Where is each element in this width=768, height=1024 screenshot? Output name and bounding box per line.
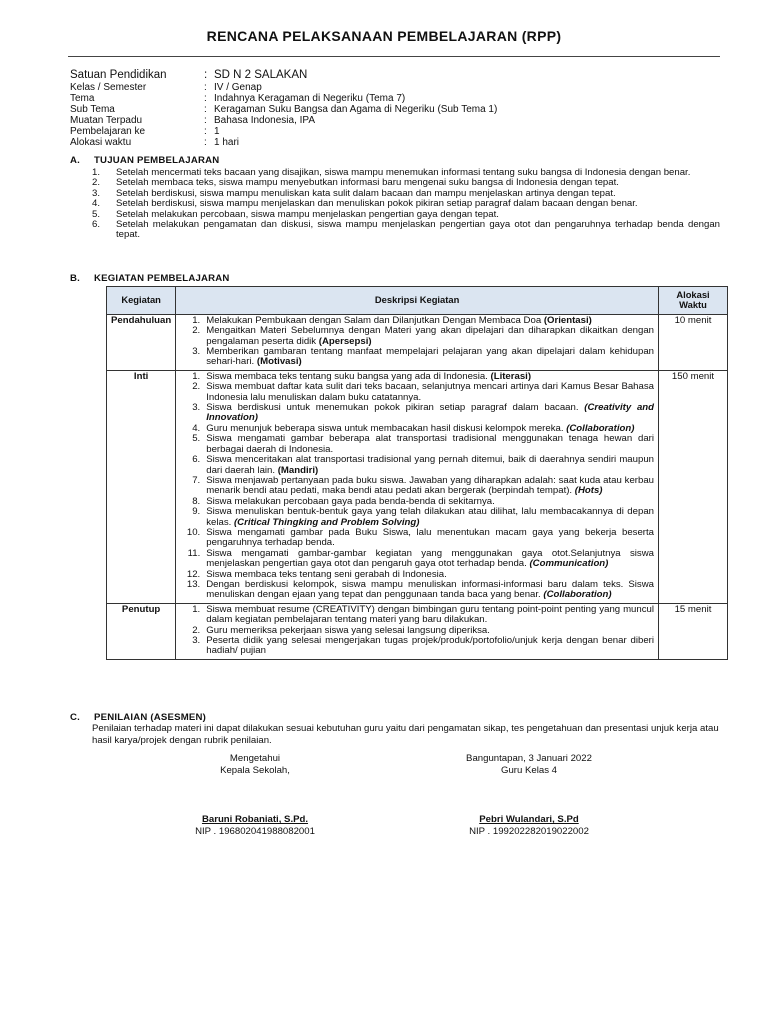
header-deskripsi: Deskripsi Kegiatan <box>176 287 659 315</box>
section-b-heading <box>70 273 230 284</box>
identity-row <box>70 82 497 93</box>
activity-text: Siswa membaca teks tentang seni gerabah di Indonesia. <box>206 568 447 580</box>
activity-text: Memberikan gambaran tentang manfaat mempelajari pelajaran yang akan dipelajari dalam kehidupan sehari-hari. <box>206 346 654 368</box>
activity-text: Mengaitkan Materi Sebelumnya dengan Materi yang akan dipelajari dan diharapkan dikaitkan dengan pengalaman peserta didik <box>206 325 654 347</box>
table-row <box>107 314 728 370</box>
identity-key: Tema <box>70 93 95 104</box>
section-c-heading <box>70 712 206 723</box>
alokasi-cell: 15 menit <box>659 603 728 659</box>
activity-number: 1. <box>192 314 201 326</box>
activity-text-wrap <box>206 636 654 657</box>
activity-text: Guru memeriksa pekerjaan siswa yang selesai langsung diperiksa. <box>206 624 490 636</box>
activity-text-wrap <box>206 326 654 347</box>
activity-item <box>180 549 654 570</box>
activity-number: 10. <box>186 526 201 538</box>
item-text: Setelah melakukan percobaan, siswa mampu menjelaskan pengertian gaya dengan tepat. <box>116 208 499 220</box>
identity-row <box>70 126 497 137</box>
activity-text-wrap <box>206 580 654 601</box>
activity-tag: (Critical Thingking and Problem Solving) <box>233 516 420 528</box>
activity-tag: (Mandiri) <box>277 464 319 476</box>
item-text: Setelah melakukan pengamatan dan diskusi, siswa mampu menjelaskan pengertian gaya otot dan pengaruhnya terhadap benda dengan tepat. <box>116 219 720 241</box>
signature-line2: Kepala Sekolah, <box>220 764 290 776</box>
identity-colon: : <box>204 82 207 93</box>
activity-number: 8. <box>192 495 201 507</box>
activity-item <box>180 403 654 424</box>
item-text: Setelah mencermati teks bacaan yang disajikan, siswa mampu menemukan informasi tentang suku bangsa di Indonesia dengan benar. <box>116 167 691 178</box>
activity-tag: (Apersepsi) <box>318 335 372 347</box>
title-divider <box>68 56 720 57</box>
activity-number: 4. <box>192 422 201 434</box>
table-header-row <box>107 287 728 315</box>
activity-text: Siswa membaca teks tentang suku bangsa yang ada di Indonesia. <box>206 370 488 382</box>
activity-number: 3. <box>192 346 201 358</box>
table-row <box>107 603 728 659</box>
item-number: 4. <box>92 198 101 210</box>
identity-row <box>70 93 497 104</box>
activity-item <box>180 326 654 347</box>
item-number: 5. <box>92 208 101 220</box>
activity-number: 3. <box>192 402 201 414</box>
activity-item <box>180 636 654 657</box>
activity-text-wrap <box>206 507 654 528</box>
activity-text: Guru menunjuk beberapa siswa untuk membacakan hasil diskusi kelompok mereka. <box>206 422 564 434</box>
activity-text: Siswa mengamati gambar pada Buku Siswa, lalu menentukan macam gaya yang bekerja beserta pengaruhnya terhadap benda. <box>206 526 654 549</box>
activity-text-wrap <box>206 476 654 497</box>
activity-number: 5. <box>192 433 201 445</box>
activity-tag: (Collaboration) <box>566 422 635 434</box>
identity-key: Satuan Pendidikan <box>70 69 167 81</box>
alokasi-cell: 10 menit <box>659 314 728 370</box>
item-number: 1. <box>92 167 101 178</box>
identity-row <box>70 137 497 148</box>
activity-text: Siswa menceritakan alat transportasi tradisional yang pernah ditemui, baik di daerahnya sendiri maupun dari daerah lain. <box>206 454 654 476</box>
header-alokasi: Alokasi Waktu <box>659 287 728 315</box>
signer-nip: NIP . 199202282019022002 <box>469 825 589 837</box>
identity-colon: : <box>204 104 207 115</box>
alokasi-cell: 150 menit <box>659 370 728 603</box>
identity-key: Muatan Terpadu <box>70 115 143 126</box>
activity-item <box>180 580 654 601</box>
signer-name: Pebri Wulandari, S.Pd <box>479 814 579 825</box>
identity-colon: : <box>204 126 207 137</box>
activity-tag: (Hots) <box>574 485 603 497</box>
section-a-heading <box>70 155 219 166</box>
signature-left <box>185 753 325 837</box>
activity-number: 2. <box>192 624 201 636</box>
identity-value: Bahasa Indonesia, IPA <box>214 115 315 126</box>
activity-text: Siswa menuliskan bentuk-bentuk gaya yang telah dilakukan atau dilihat, lalu membacakannya di depan kelas. <box>206 506 654 528</box>
activity-text-wrap <box>206 528 654 549</box>
activity-number: 1. <box>192 370 201 382</box>
activity-text: Siswa mengamati gambar beberapa alat transportasi tradisional menggunakan tenaga hewan dari berbagai daerah di Indonesia. <box>206 433 654 455</box>
activity-tag: (Collaboration) <box>543 589 612 601</box>
activity-text: Siswa berdiskusi untuk menemukan pokok pikiran setiap paragraf dalam bacaan. <box>206 402 579 414</box>
document-title: RENCANA PELAKSANAAN PEMBELAJARAN (RPP) <box>206 28 562 44</box>
activity-text: Peserta didik yang selesai mengerjakan tugas projek/produk/portofolio/unjuk kerja dengan benar diberi hadiah/ pujian <box>206 635 654 657</box>
identity-key: Pembelajaran ke <box>70 126 146 137</box>
signature-line1: Mengetahui <box>229 753 281 764</box>
penilaian-text: Penilaian terhadap materi ini dapat dilakukan sesuai kebutuhan guru yaitu dari pengamatan sikap, tes pengetahuan dan presentasi unjuk kerja atau hasil karya/projek dengan rubrik penilaian. <box>92 723 719 746</box>
identity-block <box>70 69 497 148</box>
activity-tag: (Communication) <box>529 558 609 570</box>
section-title: TUJUAN PEMBELAJARAN <box>94 155 220 166</box>
identity-colon: : <box>204 69 208 81</box>
activity-item <box>180 382 654 403</box>
activity-text: Siswa membuat daftar kata sulit dari teks bacaan, selanjutnya mencari artinya dari Kamus Besar Bahasa Indonesia lalu menuliskan dalam buku catatannya. <box>206 381 654 403</box>
activity-item <box>180 605 654 626</box>
identity-value: 1 hari <box>214 137 240 148</box>
activity-item <box>180 434 654 455</box>
signature-line1: Banguntapan, 3 Januari 2022 <box>466 753 592 764</box>
identity-value: 1 <box>214 126 220 137</box>
table-row <box>107 370 728 603</box>
identity-row <box>70 104 497 115</box>
activity-number: 2. <box>192 325 201 337</box>
activity-item <box>180 507 654 528</box>
identity-key: Kelas / Semester <box>70 82 147 93</box>
activity-text-wrap <box>206 382 654 403</box>
activity-number: 7. <box>192 474 201 486</box>
deskripsi-cell <box>176 314 659 370</box>
activity-text-wrap <box>206 434 654 455</box>
section-letter: C. <box>70 712 80 723</box>
kegiatan-table <box>106 286 728 660</box>
kegiatan-cell: Inti <box>107 370 176 603</box>
tujuan-list <box>92 168 720 241</box>
kegiatan-cell: Pendahuluan <box>107 314 176 370</box>
identity-row <box>70 115 497 126</box>
identity-key: Alokasi waktu <box>70 137 132 148</box>
identity-value: Indahnya Keragaman di Negeriku (Tema 7) <box>214 93 406 104</box>
activity-tag: (Orientasi) <box>543 314 592 326</box>
activity-text-wrap <box>206 403 654 424</box>
activity-text-wrap <box>206 455 654 476</box>
list-item <box>92 220 720 241</box>
activity-number: 12. <box>186 568 201 580</box>
item-number: 2. <box>92 177 101 189</box>
identity-value: IV / Genap <box>214 82 262 93</box>
kegiatan-table-body <box>107 314 728 659</box>
identity-key: Sub Tema <box>70 104 115 115</box>
activity-text: Siswa melakukan percobaan gaya pada benda-benda di sekitarnya. <box>206 495 495 507</box>
activity-text-wrap <box>206 549 654 570</box>
activity-number: 1. <box>192 603 201 615</box>
identity-colon: : <box>204 115 207 126</box>
item-text: Setelah membaca teks, siswa mampu menyebutkan informasi baru mengenai suku bangsa di Indonesia dengan tepat. <box>116 177 619 189</box>
section-letter: A. <box>70 155 80 166</box>
activity-number: 9. <box>192 506 201 518</box>
activity-number: 11. <box>187 547 201 559</box>
header-kegiatan: Kegiatan <box>107 287 176 315</box>
section-letter: B. <box>70 273 80 284</box>
deskripsi-cell <box>176 603 659 659</box>
activity-tag: (Creativity and Innovation) <box>206 402 655 424</box>
activity-tag: (Literasi) <box>490 370 532 382</box>
activity-text: Siswa mengamati gambar-gambar kegiatan yang menggunakan gaya otot.Selanjutnya siswa menjelaskan pengertian gaya otot dan pengaruh gaya otot terhadap benda. <box>206 547 654 570</box>
activity-text-wrap <box>206 605 654 626</box>
item-number: 3. <box>92 187 101 199</box>
activity-item <box>180 476 654 497</box>
activity-text: Dengan berdiskusi kelompok, siswa mampu menuliskan informasi-informasi baru dalam teks. Siswa menuliskan dengan ejaan yang tepat dan penggunaan tanda baca yang benar. <box>206 578 654 601</box>
activity-number: 6. <box>192 454 201 466</box>
activity-tag: (Motivasi) <box>256 356 302 368</box>
identity-row <box>70 69 497 82</box>
activity-number: 2. <box>192 381 201 393</box>
signature-line2: Guru Kelas 4 <box>501 764 557 776</box>
item-text: Setelah berdiskusi, siswa mampu menjelaskan dan menuliskan pokok pikiran setiap paragraf dalam bacaan dengan benar. <box>116 198 638 210</box>
activity-text: Siswa menjawab pertanyaan pada buku siswa. Jawaban yang diharapkan adalah: saat kuda atau kerbau menarik bendi atau pedati, maka bendi atau pedati akan bergerak (berpindah tempat). <box>206 474 654 497</box>
activity-text: Melakukan Pembukaan dengan Salam dan Dilanjutkan Dengan Membaca Doa <box>206 314 542 326</box>
activity-item <box>180 528 654 549</box>
deskripsi-cell <box>176 370 659 603</box>
activity-text: Siswa membuat resume (CREATIVITY) dengan bimbingan guru tentang point-point penting yang muncul dalam kegiatan pembelajaran tentang materi yang baru dilakukan. <box>206 603 654 626</box>
item-text: Setelah berdiskusi, siswa mampu menuliskan kata sulit dalam bacaan dan mampu menjelaskan artinya dengan tepat. <box>116 187 616 199</box>
identity-colon: : <box>204 93 207 104</box>
kegiatan-cell: Penutup <box>107 603 176 659</box>
activity-item <box>180 347 654 368</box>
section-title: PENILAIAN (ASESMEN) <box>94 712 207 723</box>
activity-number: 3. <box>192 635 201 646</box>
activity-text-wrap <box>206 347 654 368</box>
signature-right <box>447 753 611 837</box>
identity-value: Keragaman Suku Bangsa dan Agama di Negeriku (Sub Tema 1) <box>214 104 498 115</box>
item-number: 6. <box>92 219 101 231</box>
signer-name: Baruni Robaniati, S.Pd. <box>201 814 309 825</box>
signer-nip: NIP . 196802041988082001 <box>195 825 315 837</box>
identity-value: SD N 2 SALAKAN <box>214 69 308 81</box>
activity-item <box>180 455 654 476</box>
section-title: KEGIATAN PEMBELAJARAN <box>94 273 230 284</box>
identity-colon: : <box>204 137 207 148</box>
activity-number: 13. <box>186 578 201 590</box>
